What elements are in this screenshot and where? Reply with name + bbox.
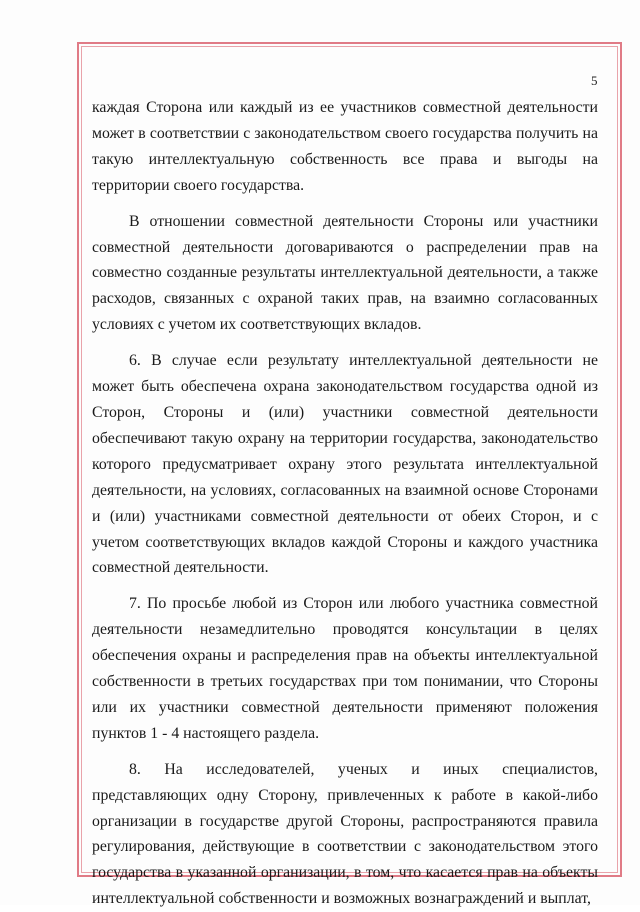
paragraph-joint-activity-rights: В отношении совместной деятельности Стороны или участники совместной деятельности договариваются о распределении прав на совместно созданные результаты интеллектуальной деятельности, а также расходов, связанных с охраной таких прав, на взаимно согласованных условиях с учетом их соответствующих вкладов. (92, 212, 598, 334)
paragraph-continuation: каждая Сторона или каждый из ее участников совместной деятельности может в соответствии с законодательством своего государства получить на такую интеллектуальную собственность все права и выгоды на территории своего государства. (92, 99, 598, 194)
document-body (92, 95, 598, 912)
paragraph-clause-7: 7. По просьбе любой из Сторон или любого участника совместной деятельности незамедлительно проводятся консультации в целях обеспечения охраны и распределения прав на объекты интеллектуальной собственности в третьих государствах при том понимании, что Стороны или их участники совместной деятельности применяют положения пунктов 1 - 4 настоящего раздела. (92, 595, 598, 742)
paragraph-clause-8: 8. На исследователей, ученых и иных специалистов, представляющих одну Сторону, привлеченных к работе в какой-либо организации в государстве другой Стороны, распространяются правила регулирования, действующие в соответствии с законодательством этого государства в указанной организации, в том, что касается прав на объекты интеллектуальной собственности и возможных вознаграждений и выплат, (92, 760, 598, 908)
page-number: 5 (591, 73, 598, 88)
paragraph-clause-6: 6. В случае если результату интеллектуальной деятельности не может быть обеспечена охрана законодательством государства одной из Сторон, Стороны и (или) участники совместной деятельности обеспечивают такую охрану на территории государства, законодательство которого предусматривает охрану этого результата интеллектуальной деятельности, на условиях, согласованных на взаимной основе Сторонами и (или) участниками совместной деятельности от обеих Сторон, и с учетом соответствующих вкладов каждой Стороны и каждого участника совместной деятельности. (92, 352, 598, 577)
